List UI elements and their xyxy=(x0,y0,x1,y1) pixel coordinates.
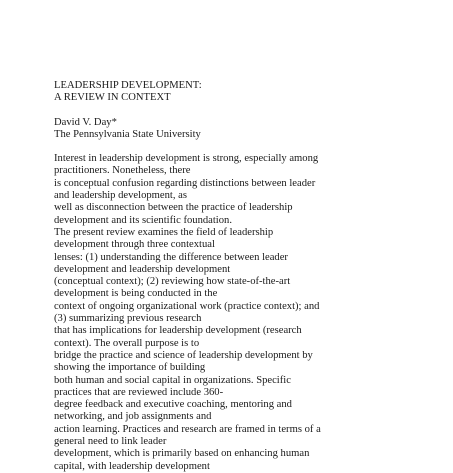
affiliation: The Pennsylvania State University xyxy=(54,128,201,140)
body-line: development through three contextual xyxy=(54,239,215,251)
spacer xyxy=(54,141,424,153)
body-line: bridge the practice and science of leadership development by xyxy=(54,349,313,361)
body-line: networking, and job assignments and xyxy=(54,411,212,423)
body-line: and leadership development, as xyxy=(54,190,187,202)
title-line-1: LEADERSHIP DEVELOPMENT: xyxy=(54,80,202,91)
body-line: both human and social capital in organizations. Specific xyxy=(54,374,291,386)
body-line: showing the importance of building xyxy=(54,362,206,374)
body-line: degree feedback and executive coaching, mentoring and xyxy=(54,399,292,411)
body-line: that has implications for leadership development (research xyxy=(54,325,302,337)
body-line: The present review examines the field of leadership xyxy=(54,226,274,238)
body-line: Interest in leadership development is strong, especially among xyxy=(54,153,319,165)
title-line-2: A REVIEW IN CONTEXT xyxy=(54,92,171,104)
document-text xyxy=(54,80,424,473)
body-line: practices that are reviewed include 360- xyxy=(54,386,224,398)
body-line: (conceptual context); (2) reviewing how state-of-the-art xyxy=(54,276,291,288)
body-line: general need to link leader xyxy=(54,436,167,448)
body-line: well as disconnection between the practice of leadership xyxy=(54,202,293,214)
body-line: action learning. Practices and research are framed in terms of a xyxy=(54,423,321,435)
body-line: development and leadership development xyxy=(54,263,231,275)
author: David V. Day* xyxy=(54,116,117,128)
body-line: is conceptual confusion regarding distinctions between leader xyxy=(54,177,316,189)
body-line: capital, with leadership development xyxy=(54,460,210,472)
abstract-body xyxy=(54,153,424,473)
body-line: context). The overall purpose is to xyxy=(54,337,200,349)
body-line: lenses: (1) understanding the difference between leader xyxy=(54,251,288,263)
body-line: development, which is primarily based on enhancing human xyxy=(54,448,310,460)
body-line: development is being conducted in the xyxy=(54,288,218,300)
body-line: practitioners. Nonetheless, there xyxy=(54,165,191,177)
spacer xyxy=(54,105,424,117)
body-line: context of ongoing organizational work (practice context); and xyxy=(54,300,320,312)
body-line: (3) summarizing previous research xyxy=(54,313,202,325)
body-line: development and its scientific foundation. xyxy=(54,214,232,226)
